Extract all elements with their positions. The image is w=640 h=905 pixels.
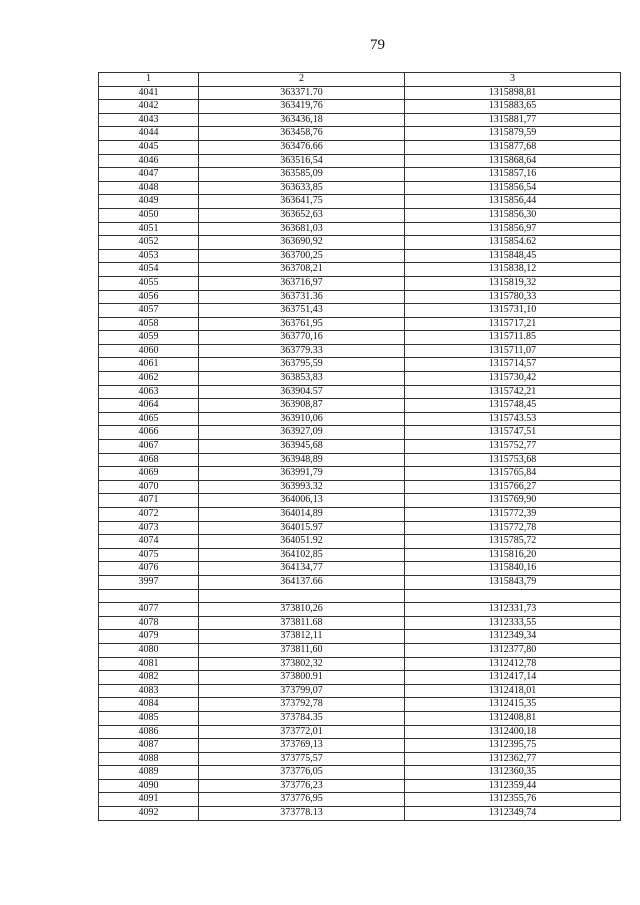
table-row xyxy=(99,317,621,331)
table-row xyxy=(99,480,621,494)
cell-y-coordinate: 1315711,07 xyxy=(405,344,621,358)
table-row xyxy=(99,154,621,168)
table-row xyxy=(99,304,621,318)
cell-y-coordinate: 1315848,45 xyxy=(405,249,621,263)
cell-y-coordinate: 1315752,77 xyxy=(405,440,621,454)
cell-point-number: 4079 xyxy=(99,630,199,644)
cell-point-number: 4087 xyxy=(99,739,199,753)
cell-y-coordinate: 1315772,78 xyxy=(405,521,621,535)
cell-point-number: 3997 xyxy=(99,575,199,589)
cell-x-coordinate: 363419,76 xyxy=(199,100,405,114)
cell-x-coordinate: 363908,87 xyxy=(199,399,405,413)
cell-y-coordinate: 1315898,81 xyxy=(405,86,621,100)
cell-y-coordinate: 1312349,74 xyxy=(405,807,621,821)
cell-point-number xyxy=(99,589,199,603)
cell-x-coordinate: 363516,54 xyxy=(199,154,405,168)
cell-x-coordinate: 364102,85 xyxy=(199,548,405,562)
cell-y-coordinate: 1315856,54 xyxy=(405,181,621,195)
table-row xyxy=(99,494,621,508)
table-row xyxy=(99,575,621,589)
cell-x-coordinate: 363708,21 xyxy=(199,263,405,277)
cell-y-coordinate: 1312417,14 xyxy=(405,671,621,685)
cell-point-number: 4069 xyxy=(99,467,199,481)
table-row xyxy=(99,671,621,685)
cell-y-coordinate: 1315816,20 xyxy=(405,548,621,562)
table-row xyxy=(99,467,621,481)
column-header-x: 2 xyxy=(199,73,405,87)
cell-point-number: 4065 xyxy=(99,412,199,426)
cell-y-coordinate: 1312331,73 xyxy=(405,603,621,617)
cell-y-coordinate: 1315868,64 xyxy=(405,154,621,168)
cell-point-number: 4055 xyxy=(99,276,199,290)
table-row xyxy=(99,793,621,807)
cell-point-number: 4081 xyxy=(99,657,199,671)
table-row xyxy=(99,521,621,535)
cell-x-coordinate: 373776,05 xyxy=(199,766,405,780)
table-row xyxy=(99,739,621,753)
cell-point-number: 4050 xyxy=(99,208,199,222)
table-row xyxy=(99,236,621,250)
table-row xyxy=(99,208,621,222)
cell-y-coordinate: 1315883,65 xyxy=(405,100,621,114)
cell-y-coordinate: 1315857,16 xyxy=(405,168,621,182)
coordinates-table xyxy=(98,72,621,821)
cell-x-coordinate: 363948,89 xyxy=(199,453,405,467)
cell-point-number: 4051 xyxy=(99,222,199,236)
column-header-point: 1 xyxy=(99,73,199,87)
cell-point-number: 4070 xyxy=(99,480,199,494)
cell-x-coordinate: 363779.33 xyxy=(199,344,405,358)
cell-x-coordinate: 373778.13 xyxy=(199,807,405,821)
table-row xyxy=(99,100,621,114)
cell-point-number: 4077 xyxy=(99,603,199,617)
cell-y-coordinate: 1315717,21 xyxy=(405,317,621,331)
cell-y-coordinate: 1312400,18 xyxy=(405,725,621,739)
table-row xyxy=(99,698,621,712)
table-row xyxy=(99,222,621,236)
cell-y-coordinate: 1312395,75 xyxy=(405,739,621,753)
table-row xyxy=(99,440,621,454)
column-header-y: 3 xyxy=(405,73,621,87)
cell-point-number: 4053 xyxy=(99,249,199,263)
table-row xyxy=(99,399,621,413)
cell-x-coordinate: 363716,97 xyxy=(199,276,405,290)
cell-x-coordinate: 363751,43 xyxy=(199,304,405,318)
cell-point-number: 4090 xyxy=(99,779,199,793)
cell-y-coordinate: 1315731,10 xyxy=(405,304,621,318)
cell-point-number: 4048 xyxy=(99,181,199,195)
cell-y-coordinate: 1315881,77 xyxy=(405,113,621,127)
cell-point-number: 4084 xyxy=(99,698,199,712)
table-row xyxy=(99,290,621,304)
table-row xyxy=(99,276,621,290)
cell-point-number: 4089 xyxy=(99,766,199,780)
cell-x-coordinate: 363436,18 xyxy=(199,113,405,127)
cell-x-coordinate: 364006,13 xyxy=(199,494,405,508)
cell-y-coordinate: 1315730,42 xyxy=(405,372,621,386)
cell-y-coordinate: 1315748,45 xyxy=(405,399,621,413)
cell-y-coordinate: 1312359,44 xyxy=(405,779,621,793)
cell-y-coordinate: 1312355,76 xyxy=(405,793,621,807)
table-row xyxy=(99,711,621,725)
cell-x-coordinate: 363633,85 xyxy=(199,181,405,195)
cell-point-number: 4064 xyxy=(99,399,199,413)
cell-point-number: 4088 xyxy=(99,752,199,766)
cell-y-coordinate: 1315819,32 xyxy=(405,276,621,290)
cell-x-coordinate: 364051.92 xyxy=(199,535,405,549)
cell-point-number: 4060 xyxy=(99,344,199,358)
table-row xyxy=(99,113,621,127)
cell-x-coordinate: 373802,32 xyxy=(199,657,405,671)
cell-x-coordinate: 373792,78 xyxy=(199,698,405,712)
cell-x-coordinate xyxy=(199,589,405,603)
cell-x-coordinate: 373799,07 xyxy=(199,684,405,698)
table-row xyxy=(99,807,621,821)
table-header-row xyxy=(99,73,621,87)
cell-y-coordinate: 1312408,81 xyxy=(405,711,621,725)
cell-y-coordinate: 1315742,21 xyxy=(405,385,621,399)
cell-y-coordinate: 1312415,35 xyxy=(405,698,621,712)
cell-point-number: 4047 xyxy=(99,168,199,182)
cell-point-number: 4042 xyxy=(99,100,199,114)
cell-point-number: 4086 xyxy=(99,725,199,739)
cell-x-coordinate: 363991,79 xyxy=(199,467,405,481)
cell-x-coordinate: 363641,75 xyxy=(199,195,405,209)
cell-y-coordinate: 1315856,97 xyxy=(405,222,621,236)
cell-x-coordinate: 364015.97 xyxy=(199,521,405,535)
cell-y-coordinate: 1315769,90 xyxy=(405,494,621,508)
table-row xyxy=(99,779,621,793)
cell-point-number: 4041 xyxy=(99,86,199,100)
cell-y-coordinate: 1315785,72 xyxy=(405,535,621,549)
table-row xyxy=(99,426,621,440)
table-row xyxy=(99,630,621,644)
cell-y-coordinate: 1315879,59 xyxy=(405,127,621,141)
cell-point-number: 4072 xyxy=(99,508,199,522)
cell-y-coordinate: 1315854.62 xyxy=(405,236,621,250)
table-row xyxy=(99,86,621,100)
table-row xyxy=(99,643,621,657)
cell-point-number: 4044 xyxy=(99,127,199,141)
cell-y-coordinate: 1315711.85 xyxy=(405,331,621,345)
cell-y-coordinate: 1315714,57 xyxy=(405,358,621,372)
cell-point-number: 4045 xyxy=(99,140,199,154)
cell-y-coordinate: 1315772,39 xyxy=(405,508,621,522)
table-row xyxy=(99,168,621,182)
cell-x-coordinate: 363585,09 xyxy=(199,168,405,182)
cell-x-coordinate: 373784.35 xyxy=(199,711,405,725)
cell-y-coordinate: 1312360,35 xyxy=(405,766,621,780)
cell-y-coordinate: 1315743.53 xyxy=(405,412,621,426)
cell-point-number: 4046 xyxy=(99,154,199,168)
cell-y-coordinate: 1315856,30 xyxy=(405,208,621,222)
cell-point-number: 4071 xyxy=(99,494,199,508)
cell-point-number: 4074 xyxy=(99,535,199,549)
cell-x-coordinate: 363476.66 xyxy=(199,140,405,154)
cell-x-coordinate: 373776,23 xyxy=(199,779,405,793)
cell-x-coordinate: 363904.57 xyxy=(199,385,405,399)
cell-x-coordinate: 363770,16 xyxy=(199,331,405,345)
cell-point-number: 4061 xyxy=(99,358,199,372)
cell-y-coordinate: 1315765,84 xyxy=(405,467,621,481)
table-row xyxy=(99,766,621,780)
table-row xyxy=(99,684,621,698)
cell-x-coordinate: 373811,60 xyxy=(199,643,405,657)
cell-point-number: 4083 xyxy=(99,684,199,698)
cell-y-coordinate: 1315747,51 xyxy=(405,426,621,440)
table-row xyxy=(99,385,621,399)
cell-x-coordinate: 363700,25 xyxy=(199,249,405,263)
cell-y-coordinate: 1315753,68 xyxy=(405,453,621,467)
cell-point-number: 4078 xyxy=(99,616,199,630)
cell-point-number: 4062 xyxy=(99,372,199,386)
cell-x-coordinate: 364014,89 xyxy=(199,508,405,522)
cell-y-coordinate: 1312349,34 xyxy=(405,630,621,644)
table-row xyxy=(99,127,621,141)
cell-point-number: 4056 xyxy=(99,290,199,304)
table-row xyxy=(99,453,621,467)
table-row xyxy=(99,372,621,386)
cell-x-coordinate: 363927,09 xyxy=(199,426,405,440)
cell-x-coordinate: 363910,06 xyxy=(199,412,405,426)
cell-point-number: 4063 xyxy=(99,385,199,399)
cell-point-number: 4068 xyxy=(99,453,199,467)
cell-y-coordinate: 1315838,12 xyxy=(405,263,621,277)
table-row xyxy=(99,263,621,277)
cell-y-coordinate: 1312412,78 xyxy=(405,657,621,671)
cell-x-coordinate: 363652,63 xyxy=(199,208,405,222)
cell-y-coordinate: 1315843,79 xyxy=(405,575,621,589)
table-row xyxy=(99,616,621,630)
cell-x-coordinate: 373812,11 xyxy=(199,630,405,644)
cell-x-coordinate: 363731.36 xyxy=(199,290,405,304)
cell-x-coordinate: 373810,26 xyxy=(199,603,405,617)
table-row xyxy=(99,548,621,562)
cell-point-number: 4049 xyxy=(99,195,199,209)
cell-point-number: 4082 xyxy=(99,671,199,685)
table-row xyxy=(99,725,621,739)
cell-point-number: 4058 xyxy=(99,317,199,331)
cell-point-number: 4059 xyxy=(99,331,199,345)
table-row xyxy=(99,508,621,522)
cell-x-coordinate: 363458,76 xyxy=(199,127,405,141)
cell-y-coordinate: 1312418,01 xyxy=(405,684,621,698)
table-row xyxy=(99,358,621,372)
page-number: 79 xyxy=(370,37,385,53)
cell-point-number: 4085 xyxy=(99,711,199,725)
cell-x-coordinate: 363795,59 xyxy=(199,358,405,372)
cell-x-coordinate: 364134,77 xyxy=(199,562,405,576)
cell-point-number: 4092 xyxy=(99,807,199,821)
table-row xyxy=(99,249,621,263)
table-row xyxy=(99,140,621,154)
table-row xyxy=(99,562,621,576)
table-row xyxy=(99,412,621,426)
table-row xyxy=(99,535,621,549)
cell-x-coordinate: 373776,95 xyxy=(199,793,405,807)
cell-point-number: 4080 xyxy=(99,643,199,657)
table-row xyxy=(99,752,621,766)
cell-y-coordinate xyxy=(405,589,621,603)
cell-x-coordinate: 373769,13 xyxy=(199,739,405,753)
cell-x-coordinate: 373772,01 xyxy=(199,725,405,739)
table-body xyxy=(99,86,621,820)
cell-x-coordinate: 363371.70 xyxy=(199,86,405,100)
cell-point-number: 4091 xyxy=(99,793,199,807)
cell-y-coordinate: 1315856,44 xyxy=(405,195,621,209)
cell-x-coordinate: 363945,68 xyxy=(199,440,405,454)
cell-point-number: 4054 xyxy=(99,263,199,277)
table-row xyxy=(99,181,621,195)
cell-point-number: 4043 xyxy=(99,113,199,127)
cell-point-number: 4067 xyxy=(99,440,199,454)
cell-y-coordinate: 1315877,68 xyxy=(405,140,621,154)
table-row xyxy=(99,589,621,603)
cell-y-coordinate: 1315766,27 xyxy=(405,480,621,494)
cell-x-coordinate: 363853,83 xyxy=(199,372,405,386)
table-row xyxy=(99,603,621,617)
cell-x-coordinate: 373811.68 xyxy=(199,616,405,630)
cell-point-number: 4075 xyxy=(99,548,199,562)
cell-y-coordinate: 1312333,55 xyxy=(405,616,621,630)
cell-x-coordinate: 363681,03 xyxy=(199,222,405,236)
table-row xyxy=(99,331,621,345)
cell-y-coordinate: 1312377,80 xyxy=(405,643,621,657)
cell-x-coordinate: 373800.91 xyxy=(199,671,405,685)
cell-point-number: 4073 xyxy=(99,521,199,535)
cell-y-coordinate: 1315780,33 xyxy=(405,290,621,304)
cell-x-coordinate: 363993.32 xyxy=(199,480,405,494)
table-row xyxy=(99,657,621,671)
cell-point-number: 4066 xyxy=(99,426,199,440)
cell-point-number: 4052 xyxy=(99,236,199,250)
cell-x-coordinate: 373775,57 xyxy=(199,752,405,766)
cell-point-number: 4076 xyxy=(99,562,199,576)
cell-x-coordinate: 363690,92 xyxy=(199,236,405,250)
cell-y-coordinate: 1315840,16 xyxy=(405,562,621,576)
table-row xyxy=(99,195,621,209)
cell-x-coordinate: 364137.66 xyxy=(199,575,405,589)
cell-point-number: 4057 xyxy=(99,304,199,318)
cell-x-coordinate: 363761,95 xyxy=(199,317,405,331)
cell-y-coordinate: 1312362,77 xyxy=(405,752,621,766)
table-row xyxy=(99,344,621,358)
